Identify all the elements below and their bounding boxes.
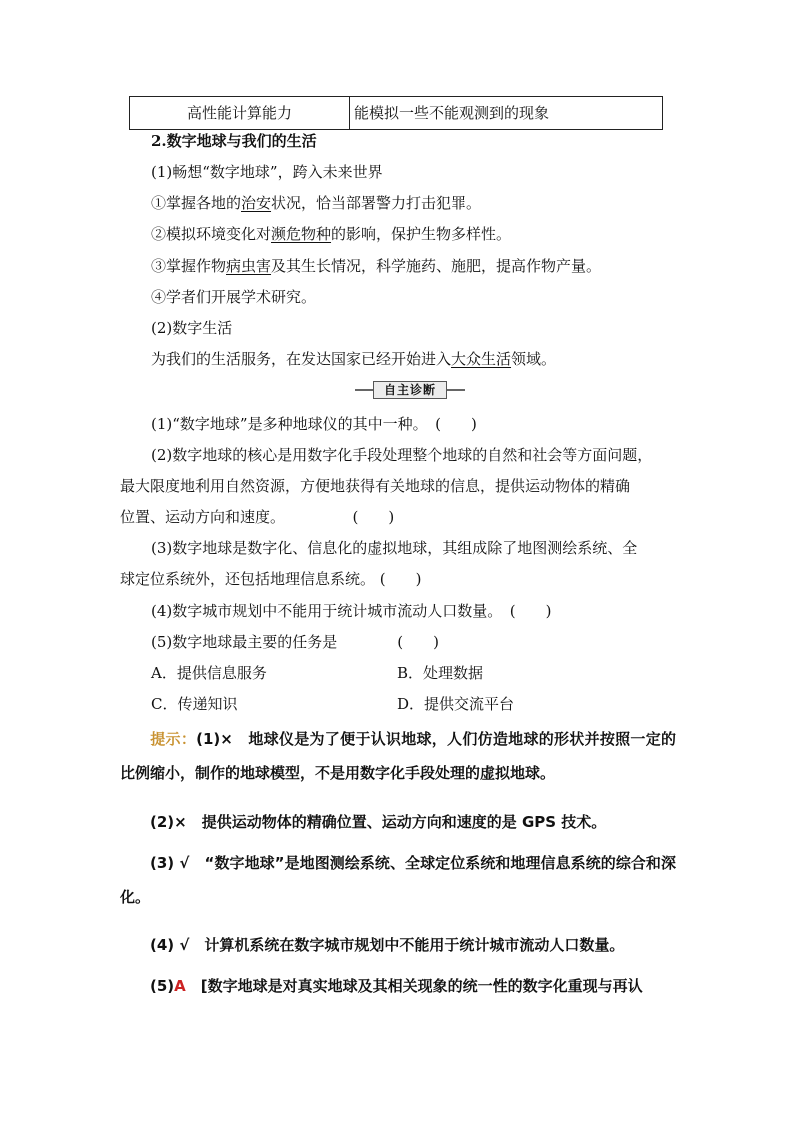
feature-table [129, 96, 663, 130]
question-4: (4)数字城市规划中不能用于统计城市流动人口数量。 ( ) [151, 602, 552, 620]
list-item-crops [151, 256, 601, 276]
item-text: 状况，恰当部署警力打击犯罪。 [271, 194, 482, 212]
subheading-digital-life: (2)数字生活 [151, 319, 233, 337]
item-text: 及其生长情况，科学施药、施肥，提高作物产量。 [271, 257, 602, 275]
question-2-line-3: 位置、运动方向和速度。 ( ) [120, 508, 395, 526]
section-heading: 2.数字地球与我们的生活 [151, 132, 317, 150]
hint-3 [120, 846, 676, 914]
banner-rule [355, 389, 373, 391]
hint-mark: (2)× [150, 813, 187, 831]
list-item-species [151, 224, 511, 244]
item-text: ②模拟环境变化对 [151, 225, 272, 243]
item-text: ③掌握作物 [151, 257, 227, 275]
hint-4 [120, 928, 676, 962]
hint-answer: A [174, 977, 186, 995]
hint-5 [120, 969, 676, 1003]
digital-life-text [151, 349, 556, 369]
banner-rule [447, 389, 465, 391]
question-3-line-2: 球定位系统外，还包括地理信息系统。 ( ) [120, 570, 422, 588]
hint-1 [120, 722, 676, 790]
hint-label: 提示： [150, 730, 197, 748]
option-b: B．处理数据 [397, 664, 484, 682]
list-item-security [151, 193, 481, 213]
question-3-line-1: (3)数字地球是数字化、信息化的虚拟地球，其组成除了地图测绘系统、全 [151, 539, 638, 557]
life-text: 领域。 [511, 350, 557, 368]
hint-mark: (3) √ [150, 854, 190, 872]
question-1: (1)“数字地球”是多种地球仪的其中一种。 ( ) [151, 415, 477, 433]
hint-text: [数字地球是对真实地球及其相关现象的统一性的数字化重现与再认 [185, 977, 643, 995]
self-diagnosis-banner [355, 381, 465, 399]
hint-text: 地球仪是为了便于认识地球，人们仿造地球的形状并按照一定的比例缩小，制作的地球模型，不是用数字化手段处理的虚拟地球。 [120, 730, 676, 782]
list-item-research: ④学者们开展学术研究。 [151, 288, 317, 306]
underlined-keyword: 濒危物种 [271, 225, 332, 243]
option-c: C．传递知识 [151, 695, 238, 713]
table-cell-effect: 能模拟一些不能观测到的现象 [350, 97, 663, 130]
underlined-keyword: 大众生活 [451, 350, 512, 368]
option-d: D．提供交流平台 [397, 695, 515, 713]
hint-2 [120, 805, 676, 839]
question-2-line-2: 最大限度地利用自然资源，方便地获得有关地球的信息，提供运动物体的精确 [120, 477, 631, 495]
hint-mark: (5) [150, 977, 175, 995]
table-cell-capability: 高性能计算能力 [130, 97, 350, 130]
question-2-line-1: (2)数字地球的核心是用数字化手段处理整个地球的自然和社会等方面问题， [151, 446, 653, 464]
hint-text: 提供运动物体的精确位置、运动方向和速度的是 GPS 技术。 [186, 813, 607, 831]
item-text: 的影响，保护生物多样性。 [331, 225, 512, 243]
underlined-keyword: 治安 [241, 194, 272, 212]
hint-text: “数字地球”是地图测绘系统、全球定位系统和地理信息系统的综合和深化。 [120, 854, 676, 906]
hint-text: 计算机系统在数字城市规划中不能用于统计城市流动人口数量。 [189, 936, 625, 954]
banner-title: 自主诊断 [373, 381, 447, 399]
option-a: A．提供信息服务 [151, 664, 267, 682]
table-row [130, 97, 663, 130]
question-5: (5)数字地球最主要的任务是 ( ) [151, 633, 439, 651]
item-text: ①掌握各地的 [151, 194, 242, 212]
underlined-keyword: 病虫害 [226, 257, 272, 275]
subheading-future-world: (1)畅想“数字地球”，跨入未来世界 [151, 163, 383, 181]
hint-mark: (1)× [196, 730, 233, 748]
hint-mark: (4) √ [150, 936, 190, 954]
life-text: 为我们的生活服务，在发达国家已经开始进入 [151, 350, 452, 368]
